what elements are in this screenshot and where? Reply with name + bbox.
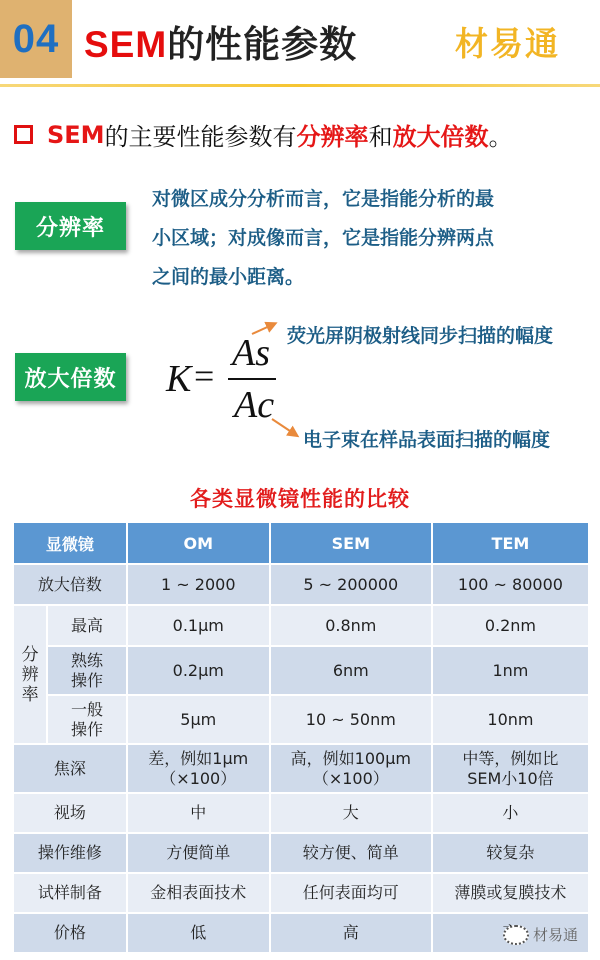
table-row: [14, 874, 588, 912]
formula-lhs: K: [166, 358, 192, 400]
table-cell: 较复杂: [433, 834, 588, 872]
wechat-icon: [503, 925, 529, 945]
watermark-text: 材易通: [532, 926, 578, 944]
label-char: 分: [21, 644, 39, 665]
section-number: 04: [12, 16, 60, 61]
table-row: [14, 914, 588, 952]
header-cell: 显微镜: [14, 523, 126, 563]
intro-prefix: SEM: [47, 120, 105, 149]
table-cell: 1 ~ 2000: [128, 565, 269, 604]
table-cell: 中: [128, 794, 269, 832]
table-row: [14, 606, 588, 645]
table-cell: 1nm: [433, 647, 588, 694]
table-cell: 10 ~ 50nm: [271, 696, 431, 743]
table-cell: 6nm: [271, 647, 431, 694]
row-label: 放大倍数: [14, 565, 126, 604]
row-label: 试样制备: [14, 874, 126, 912]
resolution-label: 分辨率: [15, 202, 126, 250]
intro-text-1: 的主要性能参数有: [104, 123, 297, 151]
description-line: 之间的最小距离。: [152, 266, 305, 288]
table-cell: 0.2nm: [433, 606, 588, 645]
magnification-label: 放大倍数: [15, 353, 126, 401]
table-cell: 0.1μm: [128, 606, 269, 645]
formula-numerator: As: [232, 332, 270, 374]
table-cell: 小: [433, 794, 588, 832]
table-cell: 任何表面均可: [271, 874, 431, 912]
cell-line: （×100）: [160, 768, 237, 788]
header-cell: SEM: [271, 523, 431, 563]
table-cell: 0.2μm: [128, 647, 269, 694]
table-cell: [271, 745, 431, 792]
section-number-badge: [0, 0, 72, 78]
title-rest: 的性能参数: [167, 23, 358, 66]
bullet-square-icon: [14, 125, 33, 144]
resolution-description: [152, 180, 572, 297]
table-row: [14, 745, 588, 792]
row-label: 操作维修: [14, 834, 126, 872]
label-line: 操作: [70, 670, 103, 690]
table-header-row: [14, 523, 588, 563]
row-label: 价格: [14, 914, 126, 952]
cell-line: SEM小10倍: [467, 768, 554, 788]
table-cell: 5μm: [128, 696, 269, 743]
table-row: [14, 565, 588, 604]
row-label: 最高: [48, 606, 126, 645]
cell-line: 高，例如100μm: [290, 748, 411, 768]
formula-equals: =: [194, 356, 215, 396]
header-cell: OM: [128, 523, 269, 563]
header-divider: [0, 84, 600, 87]
table-cell: [433, 745, 588, 792]
table-cell: 低: [128, 914, 269, 952]
table-cell: 较方便、简单: [271, 834, 431, 872]
intro-highlight-2: 放大倍数: [392, 123, 489, 151]
formula-denominator: Ac: [234, 384, 275, 426]
intro-text-2: 和: [368, 123, 393, 151]
resolution-group-label: [14, 606, 46, 743]
table-cell: 方便简单: [128, 834, 269, 872]
table-cell: 100 ~ 80000: [433, 565, 588, 604]
table-row: [14, 794, 588, 832]
cell-line: （×100）: [312, 768, 389, 788]
table-cell: 大: [271, 794, 431, 832]
denominator-annotation: 电子束在样品表面扫描的幅度: [303, 429, 551, 451]
table-cell: 5 ~ 200000: [271, 565, 431, 604]
cell-line: 中等，例如比: [462, 748, 559, 768]
table-cell: [128, 745, 269, 792]
row-label: [48, 647, 126, 694]
description-line: 小区域；对成像而言，它是指能分辨两点: [152, 227, 495, 249]
label-line: 一般: [70, 699, 103, 719]
brand-logo: 材易通: [455, 24, 560, 63]
watermark: [503, 924, 578, 945]
intro-sentence: [14, 117, 513, 152]
table-row: [14, 647, 588, 694]
label-line: 操作: [70, 719, 103, 739]
row-label: [48, 696, 126, 743]
intro-highlight-1: 分辨率: [296, 123, 369, 151]
row-label: 焦深: [14, 745, 126, 792]
cell-line: 差，例如1μm: [148, 748, 249, 768]
description-line: 对微区成分分析而言，它是指能分析的最: [152, 188, 495, 210]
label-char: 辨: [21, 664, 39, 685]
row-label: 视场: [14, 794, 126, 832]
table-title: 各类显微镜性能的比较: [190, 487, 410, 511]
intro-suffix: 。: [488, 123, 513, 151]
numerator-annotation: 荧光屏阴极射线同步扫描的幅度: [287, 325, 554, 347]
table-cell: 薄膜或复膜技术: [433, 874, 588, 912]
table-cell: 高: [271, 914, 431, 952]
table-cell: 0.8nm: [271, 606, 431, 645]
title-highlight: SEM: [84, 24, 168, 65]
label-char: 率: [21, 684, 39, 705]
table-cell: 10nm: [433, 696, 588, 743]
page-title: [84, 14, 357, 68]
table-row: [14, 696, 588, 743]
table-cell: 金相表面技术: [128, 874, 269, 912]
table-row: [14, 834, 588, 872]
header-cell: TEM: [433, 523, 588, 563]
label-line: 熟练: [70, 650, 103, 670]
microscope-comparison-table: [12, 521, 590, 954]
